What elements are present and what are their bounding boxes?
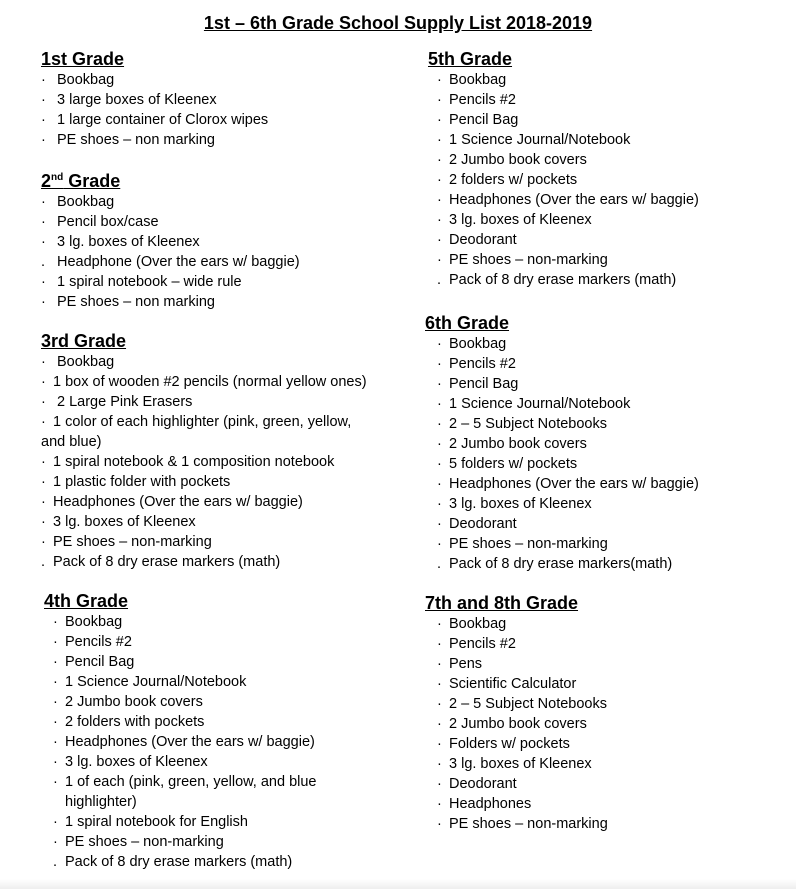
list-item: . Headphone (Over the ears w/ baggie) [41,254,300,270]
list-item: · 2 Jumbo book covers [437,152,587,168]
list-item: · 3 lg. boxes of Kleenex [437,496,592,512]
list-item: · 2 Jumbo book covers [437,436,587,452]
list-item: · 1 box of wooden #2 pencils (normal yellow ones) [41,374,367,390]
grade-4-heading: 4th Grade [44,591,129,611]
list-item: · 3 lg. boxes of Kleenex [41,234,200,250]
grade-1-heading: 1st Grade [41,49,125,69]
list-item: · Pencil Bag [437,112,519,128]
list-item: · 1 color of each highlighter (pink, green, yellow, and blue) [41,414,352,450]
list-item: · PE shoes – non marking [41,294,215,310]
grade-5-section [425,48,785,290]
list-item: · PE shoes – non-marking [437,816,608,832]
grade-3-list [41,352,401,572]
grade-2-section [41,170,401,312]
grade-5-list [425,70,785,290]
list-item: · Pencils #2 [437,92,516,108]
list-item: · Pencil Bag [437,376,519,392]
list-item: · Bookbag [41,72,115,88]
list-item: · Pens [437,656,483,672]
list-item: · Bookbag [437,336,507,352]
grade-3-section [41,330,401,572]
list-item: . Pack of 8 dry erase markers (math) [41,554,281,570]
list-item: . Pack of 8 dry erase markers (math) [53,854,293,870]
list-item: · Bookbag [53,614,123,630]
list-item: · Pencils #2 [53,634,132,650]
list-item: · 3 lg. boxes of Kleenex [41,514,196,530]
list-item: · 1 spiral notebook for English [53,814,248,830]
list-item: · 1 spiral notebook & 1 composition notebook [41,454,335,470]
grade-2-list [41,192,401,312]
list-item: · 2 folders with pockets [53,714,205,730]
grade-1-section [41,48,401,150]
list-item: · Bookbag [41,354,115,370]
list-item: . Pack of 8 dry erase markers(math) [437,556,673,572]
list-item: · 1 large container of Clorox wipes [41,112,269,128]
list-item: . Pack of 8 dry erase markers (math) [437,272,677,288]
page-bottom-edge [0,879,796,889]
list-item: · Pencil box/case [41,214,159,230]
list-item: · 2 Large Pink Erasers [41,394,193,410]
page-title: 1st – 6th Grade School Supply List 2018-2019 [203,13,593,33]
list-item: · 2 Jumbo book covers [53,694,203,710]
list-item: · 3 large boxes of Kleenex [41,92,217,108]
list-item: · PE shoes – non-marking [437,536,608,552]
list-item: · Deodorant [437,516,517,532]
grade-4-section [41,590,401,872]
grade-5-heading: 5th Grade [428,49,513,69]
list-item: · 3 lg. boxes of Kleenex [53,754,208,770]
grade-6-heading: 6th Grade [425,313,510,333]
list-item: · Pencil Bag [53,654,135,670]
list-item: · 1 plastic folder with pockets [41,474,231,490]
grade-4-list [41,612,401,872]
list-item: · 2 folders w/ pockets [437,172,578,188]
list-item: · PE shoes – non-marking [437,252,608,268]
list-item: · Folders w/ pockets [437,736,570,752]
grade-7-8-heading: 7th and 8th Grade [425,593,579,613]
list-item: · Pencils #2 [437,636,516,652]
list-item: · 2 Jumbo book covers [437,716,587,732]
list-item: · 1 Science Journal/Notebook [53,674,247,690]
grade-3-heading: 3rd Grade [41,331,127,351]
list-item: · 2 – 5 Subject Notebooks [437,696,607,712]
list-item: · Bookbag [437,616,507,632]
list-item: · 1 spiral notebook – wide rule [41,274,242,290]
list-item: · Headphones (Over the ears w/ baggie) [41,494,303,510]
grade-2-heading: 2nd Grade [41,171,121,191]
grade-1-list [41,70,401,150]
list-item: · Headphones [437,796,532,812]
list-item: · Deodorant [437,232,517,248]
list-item: · PE shoes – non-marking [41,534,212,550]
list-item: · 1 of each (pink, green, yellow, and blue highlighter) [53,774,317,810]
list-item: · 2 – 5 Subject Notebooks [437,416,607,432]
list-item: · Pencils #2 [437,356,516,372]
grade-6-section [425,312,785,574]
list-item: · PE shoes – non-marking [53,834,224,850]
list-item: · Headphones (Over the ears w/ baggie) [53,734,315,750]
list-item: · PE shoes – non marking [41,132,215,148]
list-item: · 3 lg. boxes of Kleenex [437,212,592,228]
list-item: · 5 folders w/ pockets [437,456,578,472]
grade-7-8-section [425,592,785,834]
list-item: · Headphones (Over the ears w/ baggie) [437,192,699,208]
list-item: · Headphones (Over the ears w/ baggie) [437,476,699,492]
grade-7-8-list [425,614,785,834]
list-item: · 1 Science Journal/Notebook [437,396,631,412]
grade-6-list [425,334,785,574]
list-item: · Scientific Calculator [437,676,577,692]
list-item: · Bookbag [41,194,115,210]
list-item: · Bookbag [437,72,507,88]
list-item: · Deodorant [437,776,517,792]
list-item: · 1 Science Journal/Notebook [437,132,631,148]
list-item: · 3 lg. boxes of Kleenex [437,756,592,772]
